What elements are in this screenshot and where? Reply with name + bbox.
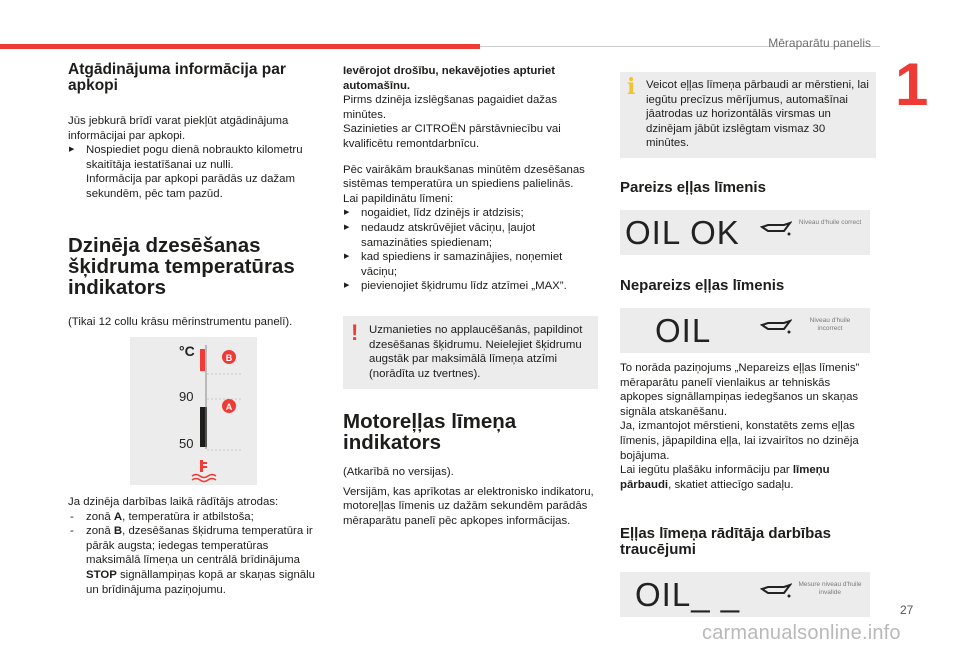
gauge-explanation (68, 495, 323, 597)
paragraph: Pirms dzinēja izslēgšanas pagaidiet dažas minūtes. (343, 94, 558, 121)
column-middle (343, 64, 598, 529)
paragraph: Lai iegūtu plašāku informāciju par līmeņu pārbaudi, skatiet attiecīgo sadaļu. (620, 464, 830, 491)
bullet-list (68, 143, 323, 201)
paragraph: To norāda paziņojums „Nepareizs eļļas līmenis” mēraparātu panelī vienlaikus ar tehniskās apkopes signāllampiņas iedegšanos un skaņas signāla atskanēšanu. (620, 361, 860, 418)
page-number: 27 (900, 603, 914, 617)
list-item: ▶ kad spiediens ir samazinājies, noņemiet vāciņu; (343, 250, 598, 279)
section-title: Mēraparātu panelis (768, 36, 871, 50)
paragraph: Sazinieties ar CITROËN pārstāvniecību vai kvalificētu remontdarbnīcu. (343, 123, 561, 150)
header-red-bar (0, 44, 480, 49)
paragraph: (Tikai 12 collu krāsu mērinstrumentu panelī). (68, 315, 293, 328)
info-icon: i (627, 74, 636, 100)
oil-ok-display (620, 210, 870, 255)
oil-can-icon (760, 221, 792, 237)
tick-label: 50 (179, 436, 194, 451)
heading-oil-indicator-fault: Eļļas līmeņa rādītāja darbības traucējumi (620, 525, 831, 559)
list-item: ▶ nogaidiet, līdz dzinējs ir atdzisis; (343, 206, 598, 221)
column-right (620, 72, 876, 617)
display-text: OIL (655, 311, 712, 349)
warning-box (343, 316, 598, 389)
warning-text: Uzmanieties no applaucēšanās, papildinot dzesēšanas šķidrumu. Neielejiet šķidrumu augstāk par maksimālā līmeņa atzīmi (norādīta uz tvertnes). (369, 323, 583, 380)
list-item: ▶ Nospiediet pogu dienā nobraukto kilometru skaitītāja iestatīšanai uz nulli. Informācija par apkopi parādās uz dažam sekundēm, pēc tam pazūd. (68, 143, 323, 201)
oil-incorrect-display (620, 308, 870, 353)
info-box (620, 72, 876, 158)
coolant-gauge-illustration (130, 337, 257, 485)
display-label: Niveau d'huile incorrect (809, 316, 851, 332)
heading-maintenance-reminder: Atgādinājuma informācija par apkopi (68, 61, 286, 94)
warning-icon: ! (351, 319, 359, 345)
display-text: OIL OK (625, 213, 740, 251)
info-text: Veicot eļļas līmeņa pārbaudi ar mērstieni, lai iegūtu precīzus mērījumus, automašīnai jāatrodas uz horizontālās virsmas un dzinējam jābūt izslēgtam vismaz 30 minūtes. (646, 79, 869, 150)
svg-text:B: B (225, 353, 233, 363)
paragraph: Lai papildinātu līmeni: (343, 192, 454, 205)
tick-label: 90 (179, 389, 194, 404)
paragraph: Versijām, kas aprīkotas ar elektronisko indikatoru, motoreļļas līmenis uz dažām sekundēm parādās mēraparātu panelī pēc apkopes informācijas. (343, 485, 594, 528)
paragraph: Jūs jebkurā brīdī varat piekļūt atgādinājuma informācijai par apkopi. (68, 115, 289, 142)
heading-incorrect-oil-level: Nepareizs eļļas līmenis (620, 276, 785, 294)
list-item: ▶ nedaudz atskrūvējiet vāciņu, ļaujot samazināties spiedienam; (343, 221, 598, 250)
gauge-unit: °C (179, 343, 195, 359)
zone-b-bar (200, 349, 205, 371)
heading-oil-level-indicator: Motoreļļas līmeņa indikators (343, 410, 517, 455)
svg-text:A: A (225, 402, 233, 412)
heading-coolant-temperature: Dzinēja dzesēšanas šķidruma temperatūras indikators (68, 233, 295, 299)
oil-invalid-display (620, 572, 870, 617)
heading-correct-oil-level: Pareizs eļļas līmenis (620, 178, 766, 196)
display-label: Niveau d'huile correct (798, 218, 862, 226)
paragraph-bold: Ievērojot drošību, nekavējoties apturiet automašīnu. (343, 65, 556, 92)
coolant-warning-icon (192, 460, 216, 482)
paragraph: Ja, izmantojot mērstieni, konstatēts zems eļļas līmenis, jāpapildina eļļa, lai izvairītos no dzinēja bojājuma. (620, 420, 859, 462)
dash-list (68, 510, 323, 598)
oil-can-icon (760, 319, 792, 335)
list-item: ▶ pievienojiet šķidrumu līdz atzīmei „MAX”. (343, 279, 598, 294)
paragraph: Pēc vairākām braukšanas minūtēm dzesēšanas sistēmas temperatūra un spiediens palielinās. (343, 163, 585, 191)
list-item: - zonā B, dzesēšanas šķidruma temperatūra ir pārāk augsta; iedegas temperatūras maksimālā līmeņa un centrālā brīdinājuma STOP signāllampiņas kopā ar skaņas signālu un brīdinājuma paziņojumu. (68, 524, 323, 597)
chapter-number: 1 (895, 51, 929, 118)
list-item: - zonā A, temperatūra ir atbilstoša; (68, 510, 323, 525)
watermark: carmanualsonline.info (702, 622, 901, 644)
paragraph: Ja dzinēja darbības laikā rādītājs atrodas: (68, 496, 279, 508)
paragraph: (Atkarībā no versijas). (343, 466, 454, 479)
display-text: OIL_ _ (635, 576, 741, 614)
column-left (68, 62, 323, 329)
display-label: Mesure niveau d'huile invalide (798, 581, 862, 597)
bullet-list (343, 206, 598, 294)
oil-can-icon (760, 583, 792, 599)
